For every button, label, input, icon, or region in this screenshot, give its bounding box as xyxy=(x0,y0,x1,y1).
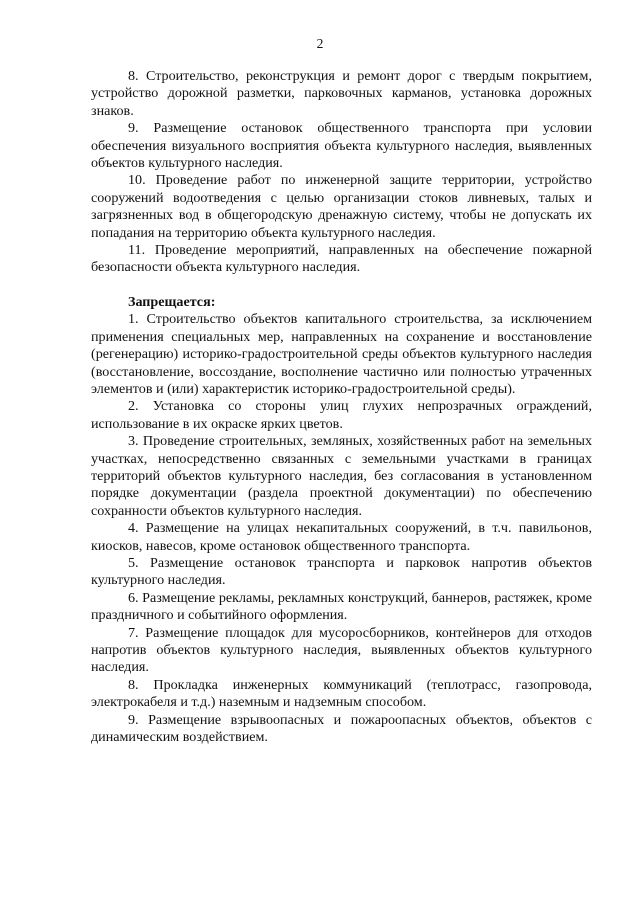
prohibited-item: 5. Размещение остановок транспорта и парковок напротив объектов культурного наследия. xyxy=(91,554,592,589)
prohibited-item: 7. Размещение площадок для мусоросборников, контейнеров для отходов напротив объектов культурного наследия, выявленных объектов культурного наследия. xyxy=(91,624,592,676)
prohibited-item: 1. Строительство объектов капитального строительства, за исключением применения специальных мер, направленных на сохранение и восстановление (регенерацию) историко-градостроительной среды объектов культурного наследия (восстановление, воссоздание, восполнение частично или полностью утраченных элементов и (или) характеристик историко-градостроительной среды). xyxy=(91,311,592,397)
prohibited-item: 6. Размещение рекламы, рекламных конструкций, баннеров, растяжек, кроме праздничного и событийного оформления. xyxy=(91,589,592,624)
document-body xyxy=(91,68,592,746)
prohibited-item: 2. Установка со стороны улиц глухих непрозрачных ограждений, использование в их окраске ярких цветов. xyxy=(91,398,592,432)
prohibited-item: 8. Прокладка инженерных коммуникаций (теплотрасс, газопровода, электрокабеля и т.д.) наземным и надземным способом. xyxy=(91,676,592,711)
allowed-item: 10. Проведение работ по инженерной защите территории, устройство сооружений водоотведения с целью организации стоков ливневых, талых и загрязненных вод в общегородскую дренажную систему, чтобы не допускать их попадания на территорию объекта культурного наследия. xyxy=(91,172,592,241)
page-number: 2 xyxy=(316,36,324,51)
prohibited-item: 9. Размещение взрывоопасных и пожароопасных объектов, объектов с динамическим воздействием. xyxy=(91,711,592,746)
prohibited-item: 4. Размещение на улицах некапитальных сооружений, в т.ч. павильонов, киосков, навесов, кроме остановок общественного транспорта. xyxy=(91,520,592,554)
allowed-item: 9. Размещение остановок общественного транспорта при условии обеспечения визуального восприятия объекта культурного наследия, выявленных объектов культурного наследия. xyxy=(91,120,592,172)
prohibited-item: 3. Проведение строительных, земляных, хозяйственных работ на земельных участках, непосредственно связанных с земельными участками в границах территорий объектов культурного наследия, без согласования в установленном порядке документации (раздела проектной документации) по обеспечению сохранности объектов культурного наследия. xyxy=(91,433,592,519)
allowed-item: 11. Проведение мероприятий, направленных на обеспечение пожарной безопасности объекта культурного наследия. xyxy=(91,242,592,276)
prohibited-heading: Запрещается: xyxy=(128,293,216,310)
allowed-item: 8. Строительство, реконструкция и ремонт дорог с твердым покрытием, устройство дорожной разметки, парковочных карманов, установка дорожных знаков. xyxy=(91,68,592,119)
